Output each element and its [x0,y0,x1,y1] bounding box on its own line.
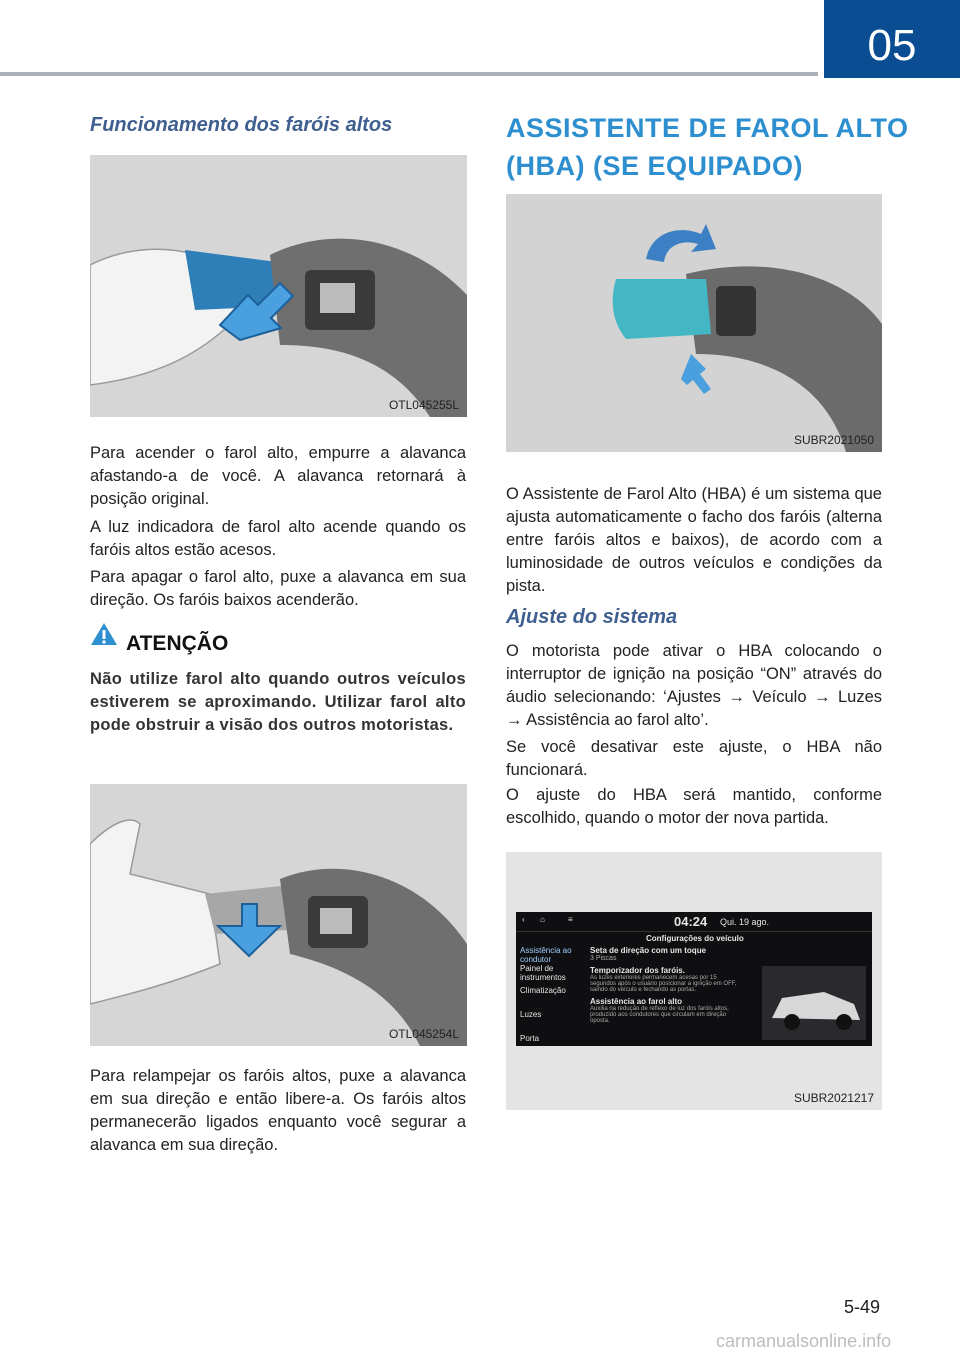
section-subheading-high-beam: Funcionamento dos faróis altos [90,114,393,136]
car-image [762,966,866,1040]
figure-push-lever [90,155,467,417]
figure-code: OTL045255L [388,398,459,412]
screen-sidebar [520,946,584,1046]
screen-top-bar [516,912,872,932]
warning-icon [90,622,118,646]
setting-turn-signal[interactable]: Seta de direção com um toque [590,946,707,955]
paragraph: Para apagar o farol alto, puxe a alavanca em sua direção. Os faróis baixos acenderão. [90,568,466,609]
home-icon: ⌂ [540,915,545,924]
menu-item-lights[interactable]: Luzes [520,1010,542,1019]
setting-headlight-timer[interactable]: Temporizador dos faróis. [590,966,685,975]
screen-content [590,946,740,1024]
header-rule [0,72,818,76]
menu-item-door[interactable]: Porta [520,1034,540,1043]
setting-turn-signal-value: 3 Piscas [590,955,617,962]
menu-item-climate[interactable]: Climatização [520,986,566,995]
paragraph: O motorista pode ativar o HBA colocando o interruptor de ignição na posição “ON” através do áudio selecionando: ‘Ajustes → Veículo → Luzes → Assistência ao farol alto’. [506,642,882,729]
clock-date: Qui. 19 ago. [720,917,770,927]
section-heading-line1: ASSISTENTE DE FAROL ALTO [506,113,909,143]
figure-pull-lever [90,784,467,1046]
back-icon: ‹ [522,915,525,924]
lever-push-illustration [90,155,467,417]
menu-item-driver-assist[interactable]: Assistência ao condutor [520,946,572,964]
paragraph: O Assistente de Farol Alto (HBA) é um sistema que ajusta automaticamente o facho dos faróis (alterna entre faróis altos e baixos), de acordo com a luminosidade de outros veículos e condições da pista. [506,485,882,595]
hba-lever-illustration [506,194,882,452]
menu-item-cluster[interactable]: Painel de instrumentos [520,964,566,982]
figure-hba-lever [506,194,882,452]
warning-title: ATENÇÃO [126,632,229,655]
warning-text: Não utilize farol alto quando outros veículos estiverem se aproximando. Utilizar farol alto pode obstruir a visão dos outros motoristas. [90,670,466,734]
figure-code: SUBR2021050 [793,433,874,447]
chapter-tab: 05 [824,0,960,78]
setting-high-beam-assist-desc: Auxilia na redução de reflexo de luz dos faróis altos, produzido aos condutores que circulam em direção oposta. [590,1006,729,1024]
lever-pull-illustration [90,784,467,1046]
figure-settings-screen [506,852,882,1110]
figure-code: OTL045254L [388,1027,459,1041]
setting-headlight-timer-desc: As luzes exteriores permanecem acesas por 15 segundos após o usuário posicionar a ignição em OFF, saindo do veículo e fechando as portas. [590,975,737,993]
subheading-system-setting: Ajuste do sistema [506,606,678,628]
clock-time: 04:24 [674,914,708,929]
infotainment-screen [516,912,872,1046]
paragraph: A luz indicadora de farol alto acende quando os faróis altos estão acesos. [90,518,466,559]
paragraph: Para relampejar os faróis altos, puxe a alavanca em sua direção e então libere-a. Os faróis altos permanecerão ligados enquanto você segurar a alavanca em sua direção. [90,1067,466,1154]
menu-icon: ≡ [568,915,573,924]
paragraph: Para acender o farol alto, empurre a alavanca afastando-a de você. A alavanca retornará à posição original. [90,444,466,508]
paragraph: O ajuste do HBA será mantido, conforme escolhido, quando o motor der nova partida. [506,786,882,827]
figure-code: SUBR2021217 [793,1091,874,1105]
page-number: 5-49 [844,1297,881,1317]
setting-high-beam-assist[interactable]: Assistência ao farol alto [590,997,683,1006]
section-heading-line2: (HBA) (SE EQUIPADO) [506,151,803,181]
paragraph: Se você desativar este ajuste, o HBA não funcionará. [506,738,882,779]
watermark: carmanualsonline.info [716,1331,892,1351]
screen-title: Configurações do veículo [646,934,744,943]
